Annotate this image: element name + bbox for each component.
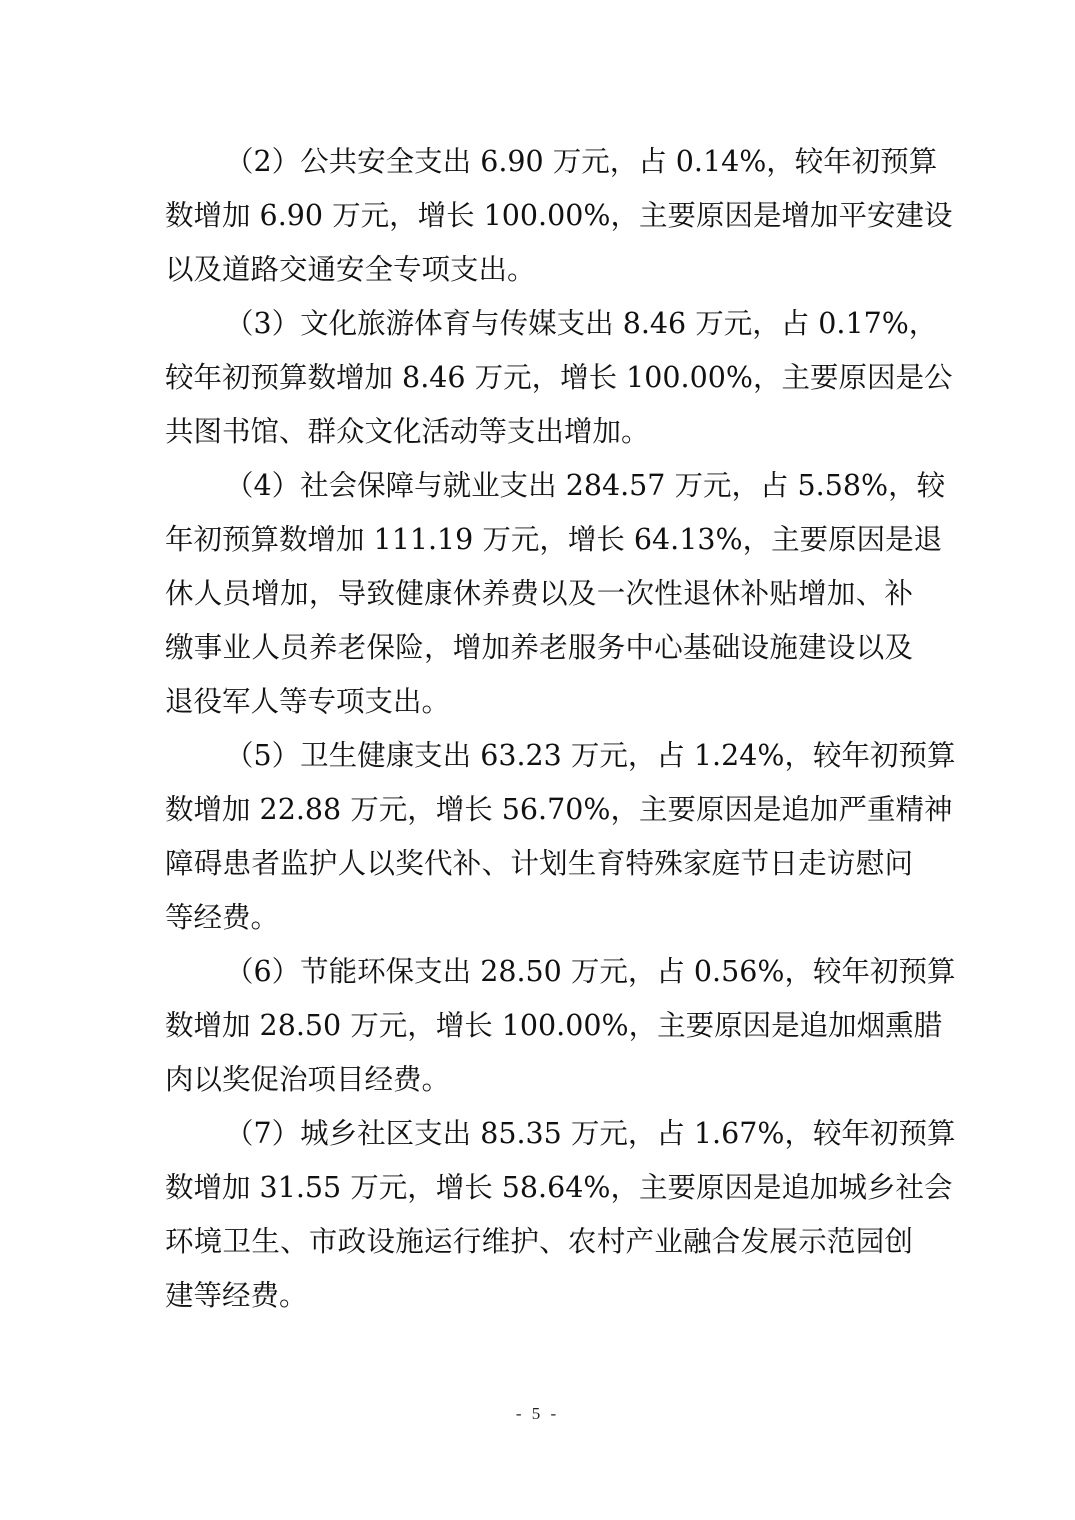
text-line: 数增加 28.50 万元，增长 100.00%，主要原因是追加烟熏腊: [165, 1009, 943, 1042]
paragraph-health: [165, 729, 956, 945]
text-line: 数增加 22.88 万元，增长 56.70%，主要原因是追加严重精神: [165, 793, 953, 826]
text-line: （5）卫生健康支出 63.23 万元，占 1.24%，较年初预算: [225, 739, 956, 772]
text-line: 建等经费。: [165, 1279, 308, 1312]
text-line: 等经费。: [165, 901, 280, 934]
text-line: 休人员增加，导致健康休养费以及一次性退休补贴增加、补: [165, 577, 913, 610]
text-line: 肉以奖促治项目经费。: [165, 1063, 451, 1096]
text-line: 共图书馆、群众文化活动等支出增加。: [165, 415, 650, 448]
text-line: （7）城乡社区支出 85.35 万元，占 1.67%，较年初预算: [225, 1117, 956, 1150]
paragraph-energy-environment: [165, 945, 956, 1107]
text-line: 以及道路交通安全专项支出。: [165, 253, 536, 286]
body-text: [165, 135, 956, 1323]
text-line: 缴事业人员养老保险，增加养老服务中心基础设施建设以及: [165, 631, 913, 664]
text-line: 较年初预算数增加 8.46 万元，增长 100.00%，主要原因是公: [165, 361, 953, 394]
text-line: （3）文化旅游体育与传媒支出 8.46 万元，占 0.17%，: [225, 307, 938, 340]
text-line: 环境卫生、市政设施运行维护、农村产业融合发展示范园创: [165, 1225, 913, 1258]
paragraph-social-security: [165, 459, 946, 729]
text-line: 数增加 31.55 万元，增长 58.64%，主要原因是追加城乡社会: [165, 1171, 953, 1204]
page-number: - 5 -: [515, 1404, 560, 1423]
text-line: 年初预算数增加 111.19 万元，增长 64.13%，主要原因是退: [165, 523, 943, 556]
text-line: （2）公共安全支出 6.90 万元，占 0.14%，较年初预算: [225, 145, 938, 178]
paragraph-public-safety: [165, 135, 953, 297]
paragraph-urban-rural: [165, 1107, 956, 1323]
paragraph-culture-tourism: [165, 297, 953, 459]
text-line: （4）社会保障与就业支出 284.57 万元，占 5.58%，较: [225, 469, 946, 502]
text-line: （6）节能环保支出 28.50 万元，占 0.56%，较年初预算: [225, 955, 956, 988]
text-line: 障碍患者监护人以奖代补、计划生育特殊家庭节日走访慰问: [165, 847, 913, 880]
text-line: 数增加 6.90 万元，增长 100.00%，主要原因是增加平安建设: [165, 199, 953, 232]
text-line: 退役军人等专项支出。: [165, 685, 451, 718]
